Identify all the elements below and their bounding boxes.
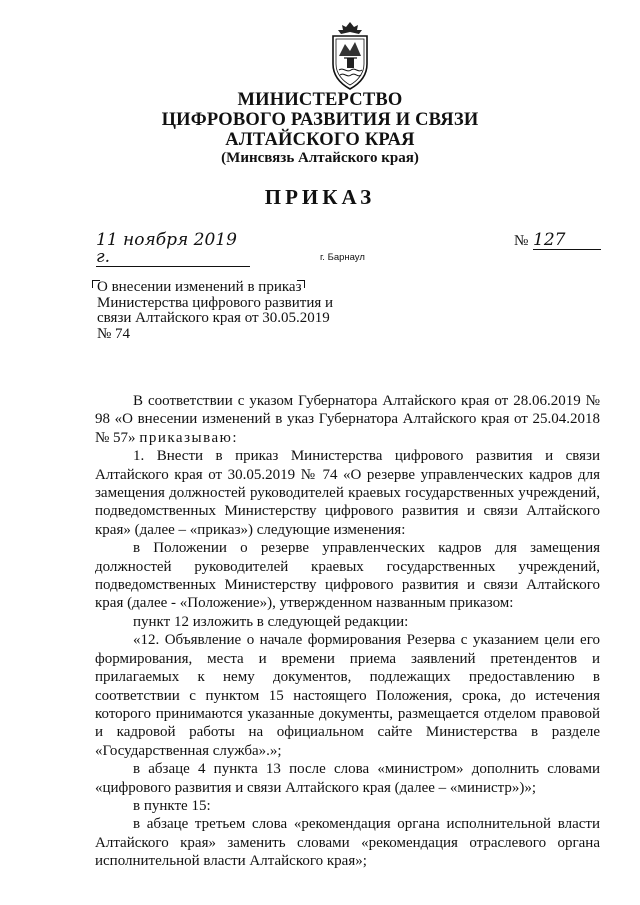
order-date: 11 ноября 2019 г. bbox=[96, 232, 250, 267]
ministry-line: ЦИФРОВОГО РАЗВИТИЯ И СВЯЗИ bbox=[161, 110, 479, 130]
paragraph-preamble bbox=[95, 392, 600, 447]
paragraph: в абзаце третьем слова «рекомендация органа исполнительной власти Алтайского края» заменить словами «рекомендация отраслевого органа исполнительной власти Алтайского края»; bbox=[95, 816, 600, 870]
document-body bbox=[95, 392, 600, 871]
coat-of-arms-emblem bbox=[325, 20, 375, 92]
city-label: г. Барнаул bbox=[320, 252, 365, 263]
order-verb: приказываю: bbox=[139, 429, 239, 446]
paragraph: в пункте 15: bbox=[133, 797, 211, 814]
order-number: 127 bbox=[533, 232, 601, 250]
preamble-text: В соответствии с указом Губернатора Алтайского края от 28.06.2019 № 98 «О внесении изменений в указ Губернатора Алтайского края от 25.04.2018 № 57» bbox=[95, 393, 600, 446]
paragraph: в абзаце 4 пункта 13 после слова «министром» дополнить словами «цифрового развития и связи Алтайского края (далее – «министр»)»; bbox=[95, 761, 600, 796]
paragraph: «12. Объявление о начале формирования Резерва с указанием цели его формирования, места и времени приема заявлений претендентов и прилагаемых к нему документов, подлежащих предоставлению в соответствии с пунктом 15 настоящего Положения, срока, до истечения которого принимаются указанные документы, размещается отделом правовой и кадровой работы на официальном сайте Министерства в разделе «Государственная служба».»; bbox=[95, 632, 600, 759]
subject-line: Министерства цифрового развития и bbox=[97, 294, 334, 311]
ministry-name bbox=[0, 90, 640, 150]
subject-line: О внесении изменений в приказ bbox=[97, 279, 302, 295]
document-type-title: ПРИКАЗ bbox=[264, 185, 376, 209]
order-subject bbox=[97, 280, 337, 342]
paragraph: 1. Внести в приказ Министерства цифрового развития и связи Алтайского края от 30.05.2019 № 74 «О резерве управленческих кадров для замещения должностей руководителей краевых государственных учреждений, подведомственных Министерству цифрового развития и связи Алтайского края» (далее – «приказ») следующие изменения: bbox=[95, 448, 600, 538]
subject-line: связи Алтайского края от 30.05.2019 bbox=[97, 310, 330, 326]
paragraph: пункт 12 изложить в следующей редакции: bbox=[133, 613, 409, 630]
subject-line: № 74 bbox=[97, 325, 131, 342]
ministry-line: МИНИСТЕРСТВО bbox=[237, 90, 403, 110]
order-number-label: № bbox=[514, 233, 529, 249]
paragraph: в Положении о резерве управленческих кадров для замещения должностей руководителей краевых государственных учреждений, подведомственных Министерству цифрового развития и связи Алтайского края (далее - «Положение»), утвержденном названным приказом: bbox=[95, 540, 600, 612]
ministry-short-name: (Минсвязь Алтайского края) bbox=[221, 150, 419, 166]
ministry-line: АЛТАЙСКОГО КРАЯ bbox=[225, 130, 415, 150]
